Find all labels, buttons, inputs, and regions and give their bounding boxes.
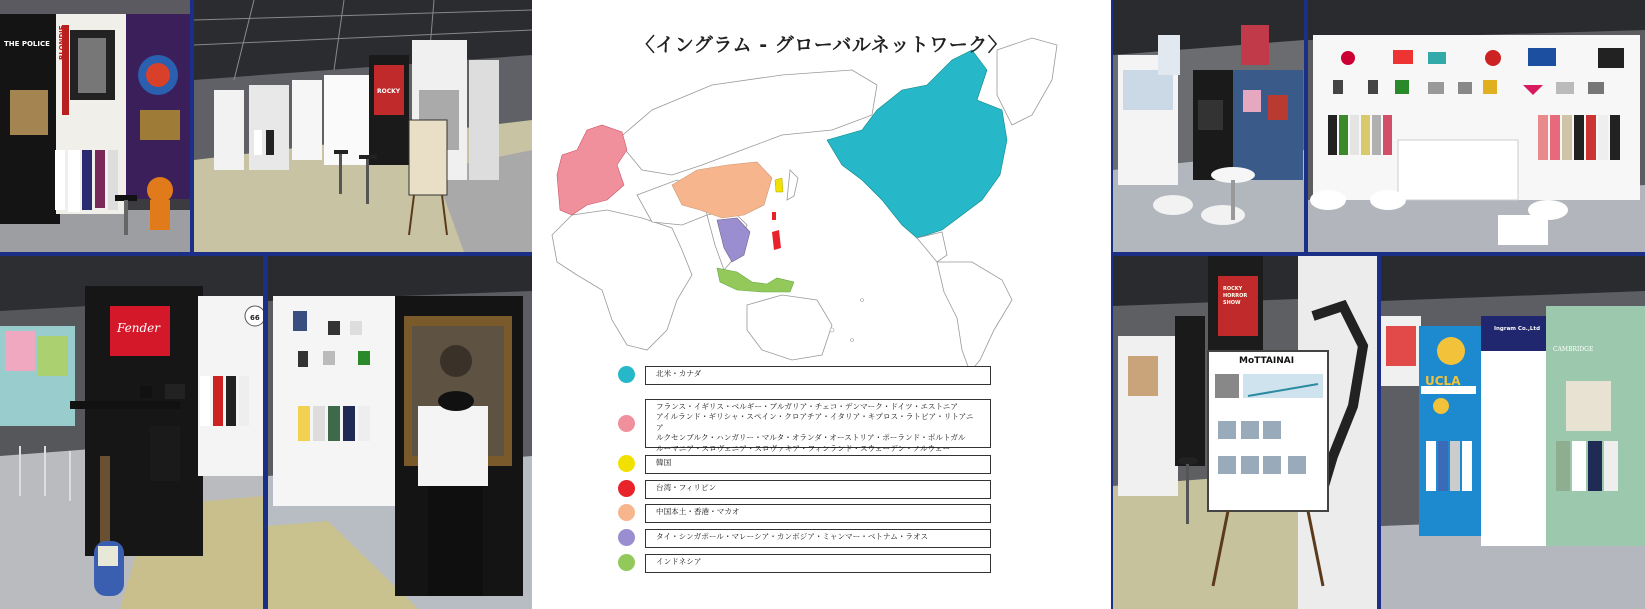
legend-text: ルクセンブルク・ハンガリー・マルタ・オランダ・オーストリア・ポーランド・ポルトガル [656, 433, 966, 443]
legend-text: ルーマニア・スロヴェニア・スロヴァキア・フィンランド・スウェーデン・ノルウェー [656, 443, 951, 453]
booth-photo-ucla-cambridge [1381, 256, 1645, 609]
booth-photo-stools [1113, 0, 1304, 252]
rocky-poster-text: ROCKY [377, 88, 401, 95]
map-title: 〈イングラム - グローバルネットワーク〉 [635, 34, 1008, 56]
region-russia [617, 70, 877, 175]
ucla-text: UCLA [1425, 374, 1461, 388]
legend-swatch [618, 504, 635, 521]
region-africa [552, 210, 692, 350]
legend-text: タイ・シンガポール・マレーシア・カンボジア・ミャンマー・ベトナム・ラオス [656, 532, 929, 541]
legend-swatch [618, 366, 635, 383]
legend-swatch [618, 554, 635, 571]
rocky-poster-line: HORROR [1223, 293, 1248, 299]
legend-text: アイルランド・ギリシャ・スペイン・クロアチア・イタリア・キプロス・ラトビア・リトアニア [656, 412, 974, 432]
region-australia [747, 295, 832, 360]
booth-photo-tshirts [268, 256, 532, 609]
legend-text: フランス・イギリス・ベルギー・ブルガリア・チェコ・デンマーク・ドイツ・エストニア [656, 402, 958, 411]
legend-text: 韓国 [656, 458, 672, 467]
region-taiwan [772, 212, 776, 220]
region-indonesia [717, 268, 794, 292]
rocky-poster-line: ROCKY [1223, 286, 1243, 292]
booth-photo-corridor [194, 0, 532, 252]
booth-photo-mottainai [1113, 256, 1377, 609]
booth-photo-band-tees [0, 0, 190, 252]
rocky-horror-poster [1223, 286, 1247, 307]
legend-text: 中国本土・香港・マカオ [656, 507, 740, 516]
route-66-sign: 66 [250, 314, 260, 322]
fender-logo: Fender [117, 321, 161, 335]
legend-text: 台湾・フィリピン [656, 483, 717, 492]
legend-swatch [618, 529, 635, 546]
band-poster-blondie: BLONDIE [58, 25, 66, 60]
rocky-poster-line: SHOW [1223, 300, 1241, 306]
booth-photo-white-wall [1308, 0, 1645, 252]
legend-text: 北米・カナダ [656, 369, 702, 378]
mottainai-board-title: MoTTAINAI [1239, 356, 1295, 366]
legend-text: インドネシア [656, 557, 702, 566]
cambridge-text: CAMBRIDGE [1553, 346, 1594, 353]
region-japan [787, 170, 798, 200]
legend-swatch [618, 415, 635, 432]
region-europe [557, 125, 627, 215]
legend-swatch [618, 455, 635, 472]
global-network-map-panel [532, 0, 1111, 609]
region-south-america [937, 262, 1012, 372]
band-poster-police: THE POLICE [4, 40, 50, 48]
ingram-logo: Ingram Co.,Ltd [1493, 326, 1541, 332]
region-korea [775, 178, 783, 192]
booth-photo-fender [0, 256, 263, 609]
legend-swatch [618, 480, 635, 497]
region-philippines [772, 230, 781, 250]
